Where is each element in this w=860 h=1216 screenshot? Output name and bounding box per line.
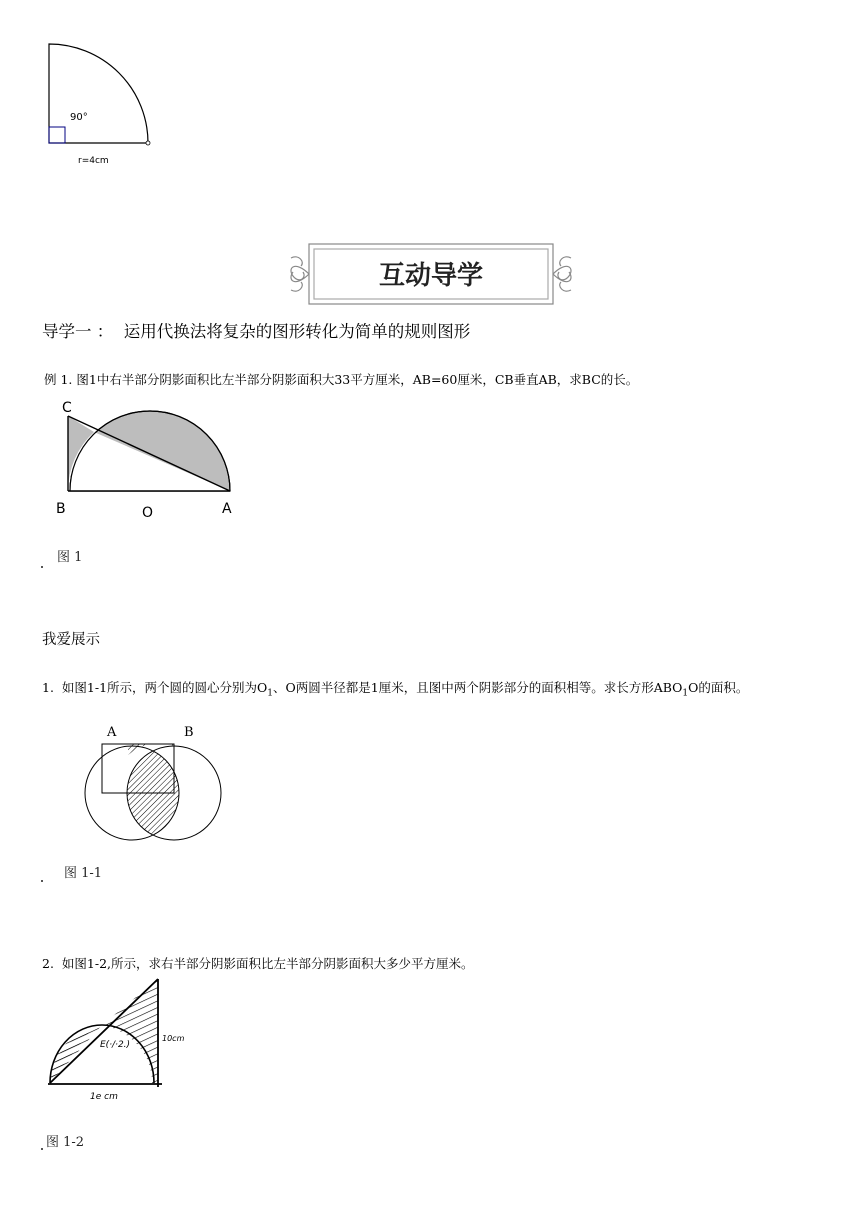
figure1-1-caption: 图 1-1: [64, 866, 103, 881]
problem2-text: [42, 953, 474, 975]
angle-label: 90°: [70, 112, 88, 123]
banner: [285, 240, 577, 308]
label-o: O: [142, 505, 154, 521]
problem1-text-mid: 、O两圆半径都是1厘米，且图中两个阴影部分的面积相等。求长方形ABO: [273, 680, 683, 695]
arc-endpoint: [146, 141, 150, 145]
figure1-caption: 图 1: [57, 550, 83, 565]
label-base: 1e cm: [90, 1092, 118, 1102]
label-b: B: [56, 501, 66, 517]
label-height: 10cm: [162, 1034, 185, 1043]
marker-dot: [41, 1148, 43, 1150]
example1-text: 例 1. 图1中右半部分阴影面积比左半部分阴影面积大33平方厘米，AB=60厘米，CB垂直AB，求BC的长。: [44, 372, 639, 387]
section-heading: 导学一 ： 运用代换法将复杂的图形转化为简单的规则图形: [42, 322, 471, 341]
figure1-2: [42, 975, 202, 1105]
figure1: [50, 396, 250, 526]
problem1-sub2: 1: [682, 688, 689, 699]
figure1-1: [50, 720, 230, 850]
problem1-sub1: 1: [267, 688, 274, 699]
figure1-2-caption: 图 1-2: [46, 1135, 85, 1150]
problem2-number: 2.: [42, 956, 54, 971]
banner-title: 互动导学: [378, 261, 484, 291]
left-ornament: [291, 257, 309, 291]
problem1-text-end: O的面积。: [688, 680, 749, 695]
marker-dot: [41, 566, 43, 568]
problem1-text: [42, 677, 812, 705]
label-c: C: [62, 400, 72, 416]
problem2-body: 如图1-2,所示，求右半部分阴影面积比左半部分阴影面积大多少平方厘米。: [61, 956, 474, 971]
problem1-number: 1.: [42, 680, 54, 695]
quarter-circle-figure: [40, 38, 170, 173]
radius-label: r=4cm: [78, 156, 109, 166]
label-e: E(·/·2.): [100, 1040, 131, 1050]
show-heading: 我爱展示: [42, 632, 100, 648]
marker-dot: [41, 880, 43, 882]
right-ornament: [553, 257, 571, 291]
label-a: A: [107, 725, 117, 740]
problem1-text-start: 如图1-1所示，两个圆的圆心分别为O: [61, 680, 268, 695]
right-hatched-region: [102, 979, 158, 1083]
quarter-circle-sector: [49, 44, 148, 143]
label-b: B: [184, 725, 194, 740]
label-a: A: [222, 501, 232, 517]
